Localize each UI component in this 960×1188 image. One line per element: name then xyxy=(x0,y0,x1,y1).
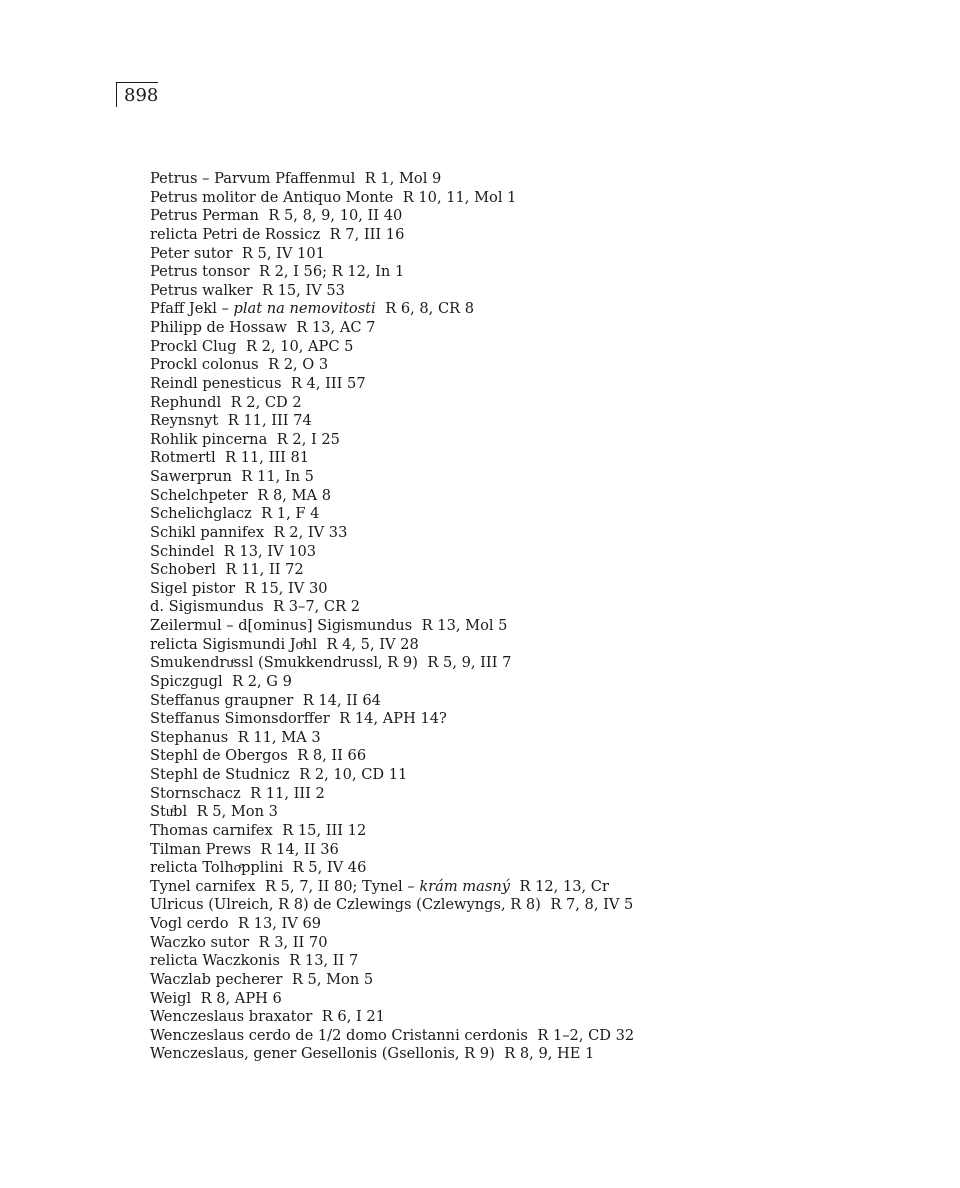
entry-reference: R 6, 8, CR 8 xyxy=(385,300,475,318)
entry-term: Wenczeslaus, gener Gesellonis (Gsellonis, R 9) xyxy=(150,1045,495,1063)
entry-term: Schindel xyxy=(150,542,215,560)
entry-reference: R 2, I 56; R 12, In 1 xyxy=(258,263,405,281)
page-number: 898 xyxy=(116,82,158,107)
index-entry xyxy=(150,468,910,487)
entry-reference: R 5, 9, III 7 xyxy=(427,654,512,672)
index-entry xyxy=(150,580,910,599)
index-entry xyxy=(150,338,910,357)
entry-term: Weigl xyxy=(150,989,192,1007)
entry-reference: R 7, 8, IV 5 xyxy=(550,896,634,914)
index-entry xyxy=(150,282,910,301)
entry-reference: R 5, Mon 3 xyxy=(196,803,278,821)
entry-reference: R 5, 7, II 80; Tynel – xyxy=(265,877,420,895)
index-entry-list xyxy=(150,170,910,1064)
entry-term: Rohlik pincerna xyxy=(150,430,268,448)
entry-reference: R 2, I 25 xyxy=(276,430,340,448)
entry-reference: R 14, II 36 xyxy=(260,840,339,858)
entry-reference: R 8, APH 6 xyxy=(200,989,282,1007)
entry-term: Wenczeslaus cerdo de 1/2 domo Cristanni cerdonis xyxy=(150,1026,528,1044)
index-entry xyxy=(150,654,910,673)
entry-term: Reindl penesticus xyxy=(150,374,282,392)
index-entry xyxy=(150,841,910,860)
entry-term: Prockl Clug xyxy=(150,337,237,355)
entry-term: Rotmertl xyxy=(150,449,216,467)
entry-reference: R 2, CD 2 xyxy=(230,393,302,411)
index-entry xyxy=(150,543,910,562)
entry-term: Petrus walker xyxy=(150,281,253,299)
entry-reference: R 1, Mol 9 xyxy=(364,170,442,187)
index-entry xyxy=(150,375,910,394)
entry-reference: R 3, II 70 xyxy=(258,933,328,951)
entry-reference: R 2, G 9 xyxy=(232,672,292,690)
index-entry xyxy=(150,449,910,468)
index-entry xyxy=(150,915,910,934)
index-entry xyxy=(150,561,910,580)
index-entry xyxy=(150,952,910,971)
entry-term: Prockl colonus xyxy=(150,356,259,374)
entry-term: Schelchpeter xyxy=(150,486,248,504)
entry-reference: R 14, II 64 xyxy=(302,691,381,709)
entry-term: Schelichglacz xyxy=(150,505,252,523)
entry-term: Steffanus graupner xyxy=(150,691,294,709)
entry-reference: R 5, IV 46 xyxy=(292,859,367,877)
entry-term: Vogl cerdo xyxy=(150,915,229,932)
entry-reference: R 5, IV 101 xyxy=(241,244,325,262)
index-entry xyxy=(150,1008,910,1027)
entry-term: Sawerprun xyxy=(150,468,232,485)
entry-term: Spiczgugl xyxy=(150,672,223,690)
index-entry xyxy=(150,524,910,543)
entry-reference: R 2, O 3 xyxy=(268,356,329,374)
entry-reference: R 13, AC 7 xyxy=(296,319,376,336)
index-entry xyxy=(150,878,910,897)
entry-term: Petrus molitor de Antiquo Monte xyxy=(150,188,394,206)
index-entry xyxy=(150,505,910,524)
index-entry xyxy=(150,394,910,413)
entry-term: Petrus – Parvum Pfaffenmul xyxy=(150,170,356,187)
entry-reference: R 1–2, CD 32 xyxy=(537,1026,635,1044)
entry-term: Philipp de Hossaw xyxy=(150,319,287,336)
index-entry xyxy=(150,487,910,506)
entry-reference: R 15, IV 53 xyxy=(261,281,345,299)
entry-term: relicta Tolhoͤpplini xyxy=(150,859,284,877)
entry-term: Stephanus xyxy=(150,728,229,746)
entry-term: Stuͤbl xyxy=(150,803,188,821)
entry-term: Tynel carnifex xyxy=(150,877,256,895)
entry-reference: R 2, IV 33 xyxy=(273,523,348,541)
entry-term: d. Sigismundus xyxy=(150,598,264,616)
index-entry xyxy=(150,1027,910,1046)
index-entry xyxy=(150,431,910,450)
entry-term: Rephundl xyxy=(150,393,222,411)
index-entry xyxy=(150,617,910,636)
index-entry xyxy=(150,170,910,189)
entry-reference: R 11, MA 3 xyxy=(237,728,321,746)
entry-term: Ulricus (Ulreich, R 8) de Czlewings (Czlewyngs, R 8) xyxy=(150,896,541,914)
index-entry xyxy=(150,766,910,785)
entry-reference: R 8, II 66 xyxy=(297,747,367,765)
entry-term: Thomas carnifex xyxy=(150,821,273,839)
index-entry xyxy=(150,859,910,878)
entry-reference: R 11, II 72 xyxy=(225,561,304,579)
entry-reference: R 13, IV 103 xyxy=(223,542,317,560)
index-entry xyxy=(150,1045,910,1064)
entry-term: Steffanus Simonsdorffer xyxy=(150,710,330,728)
entry-reference: R 3–7, CR 2 xyxy=(273,598,360,616)
entry-term: relicta Sigismundi Joͤhl xyxy=(150,635,317,653)
entry-reference: R 2, 10, APC 5 xyxy=(245,337,354,355)
index-entry xyxy=(150,710,910,729)
index-entry xyxy=(150,692,910,711)
entry-reference: R 2, 10, CD 11 xyxy=(299,766,408,783)
index-entry xyxy=(150,207,910,226)
index-entry xyxy=(150,598,910,617)
entry-reference: R 11, In 5 xyxy=(241,468,314,485)
entry-reference-second: R 12, 13, Cr xyxy=(519,877,609,895)
entry-reference: R 5, Mon 5 xyxy=(291,970,374,988)
index-entry xyxy=(150,356,910,375)
entry-reference: R 1, F 4 xyxy=(261,505,320,523)
entry-term: Zeilermul – d[ominus] Sigismundus xyxy=(150,617,413,634)
entry-term: Stephl de Obergos xyxy=(150,747,288,765)
index-entry xyxy=(150,412,910,431)
entry-reference: R 8, MA 8 xyxy=(257,486,331,504)
index-entry xyxy=(150,636,910,655)
entry-term: Waczko sutor xyxy=(150,933,250,951)
entry-term: Waczlab pecherer xyxy=(150,970,283,988)
index-entry xyxy=(150,300,910,319)
index-entry xyxy=(150,245,910,264)
index-entry xyxy=(150,226,910,245)
index-entry xyxy=(150,990,910,1009)
entry-term: Petrus Perman xyxy=(150,207,259,225)
entry-note: plat na nemovitosti xyxy=(233,300,376,318)
index-entry xyxy=(150,785,910,804)
entry-term: relicta Petri de Rossicz xyxy=(150,225,321,243)
entry-reference: R 13, II 7 xyxy=(289,952,359,970)
entry-reference: R 5, 8, 9, 10, II 40 xyxy=(268,207,403,225)
entry-reference: R 4, III 57 xyxy=(290,374,366,392)
entry-reference: R 11, III 2 xyxy=(250,784,325,802)
index-entry xyxy=(150,729,910,748)
entry-reference: R 8, 9, HE 1 xyxy=(504,1045,595,1063)
entry-reference: R 15, IV 30 xyxy=(244,579,328,597)
entry-term: Petrus tonsor xyxy=(150,263,250,281)
index-entry xyxy=(150,189,910,208)
entry-reference: R 6, I 21 xyxy=(321,1008,385,1026)
entry-term: Tilman Prews xyxy=(150,840,252,858)
entry-reference: R 13, Mol 5 xyxy=(421,617,508,634)
index-entry xyxy=(150,747,910,766)
index-entry xyxy=(150,896,910,915)
index-entry xyxy=(150,822,910,841)
entry-reference: R 7, III 16 xyxy=(329,225,405,243)
entry-term: relicta Waczkonis xyxy=(150,952,280,970)
entry-reference: R 15, III 12 xyxy=(282,821,367,839)
entry-reference: R 14, APH 14? xyxy=(339,710,447,728)
index-entry xyxy=(150,319,910,338)
entry-reference: R 11, III 81 xyxy=(225,449,310,467)
entry-term: Reynsnyt xyxy=(150,412,219,430)
entry-term: Pfaff Jekl – xyxy=(150,300,234,318)
entry-term: Sigel pistor xyxy=(150,579,236,597)
entry-term: Peter sutor xyxy=(150,244,233,262)
index-entry xyxy=(150,263,910,282)
entry-term: Schoberl xyxy=(150,561,216,579)
entry-reference: R 10, 11, Mol 1 xyxy=(402,188,517,206)
entry-term: Stephl de Studnicz xyxy=(150,766,290,783)
index-entry xyxy=(150,803,910,822)
index-entry xyxy=(150,971,910,990)
entry-term: Smukendruͤssl (Smukkendrussl, R 9) xyxy=(150,654,418,672)
entry-note: krám masný xyxy=(419,877,510,895)
entry-term: Schikl pannifex xyxy=(150,523,265,541)
entry-reference: R 4, 5, IV 28 xyxy=(326,635,419,653)
entry-term: Stornschacz xyxy=(150,784,241,802)
entry-term: Wenczeslaus braxator xyxy=(150,1008,313,1026)
index-entry xyxy=(150,673,910,692)
entry-reference: R 13, IV 69 xyxy=(238,915,322,932)
entry-reference: R 11, III 74 xyxy=(227,412,312,430)
index-entry xyxy=(150,934,910,953)
